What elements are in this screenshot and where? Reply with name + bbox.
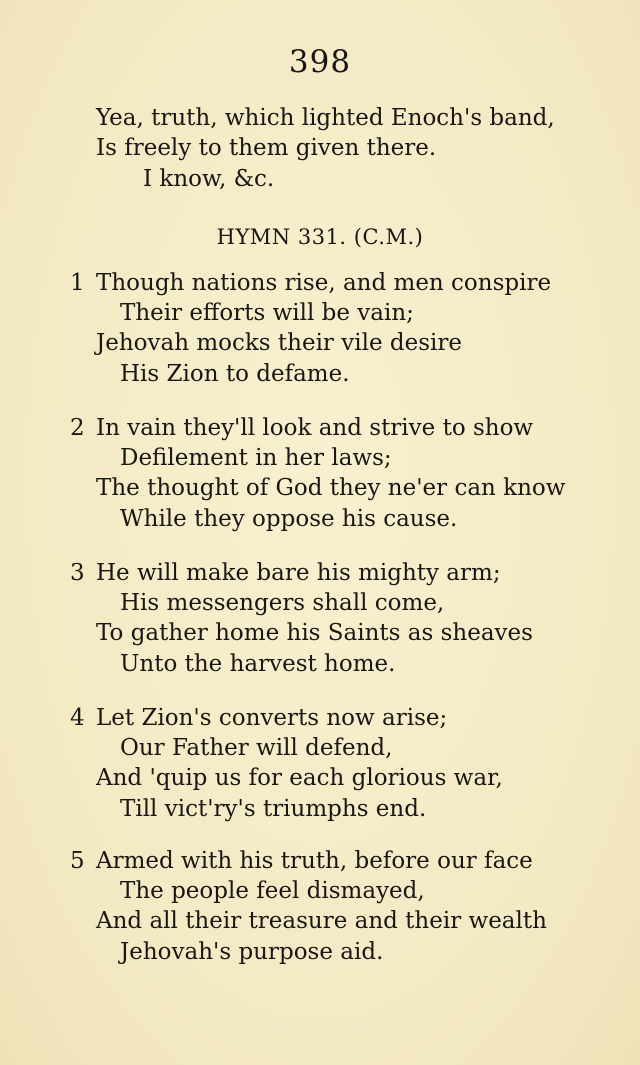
verse-line: In vain they'll look and strive to show (96, 415, 534, 441)
verse-line: Though nations rise, and men conspire (96, 270, 552, 296)
prev-hymn-line: Yea, truth, which lighted Enoch's band, (96, 105, 555, 131)
prev-hymn-refrain: I know, &c. (143, 166, 275, 192)
verse-line: Defilement in her laws; (120, 445, 392, 471)
hymn-title: HYMN 331. (C.M.) (216, 225, 424, 249)
verse-line: Till vict'ry's triumphs end. (120, 796, 427, 822)
verse-number: 2 (70, 415, 85, 441)
verse-line: Armed with his truth, before our face (96, 848, 533, 874)
verse-line: His messengers shall come, (120, 590, 445, 616)
verse-number: 4 (70, 705, 85, 731)
verse-line: To gather home his Saints as sheaves (96, 620, 533, 646)
prev-hymn-line: Is freely to them given there. (96, 135, 437, 161)
page-number: 398 (288, 44, 352, 80)
verse-line: Unto the harvest home. (120, 651, 396, 677)
verse-line: And all their treasure and their wealth (96, 908, 547, 934)
verse-line: He will make bare his mighty arm; (96, 560, 501, 586)
verse-line: And 'quip us for each glorious war, (96, 765, 503, 791)
verse-number: 1 (70, 270, 85, 296)
verse-line: Jehovah mocks their vile desire (96, 330, 462, 356)
verse-line: His Zion to defame. (120, 361, 350, 387)
verse-number: 3 (70, 560, 85, 586)
verse-line: Jehovah's purpose aid. (120, 939, 384, 965)
verse-line: Let Zion's converts now arise; (96, 705, 448, 731)
verse-line: Their efforts will be vain; (120, 300, 414, 326)
verse-number: 5 (70, 848, 85, 874)
verse-line: The people feel dismayed, (120, 878, 425, 904)
verse-line: Our Father will defend, (120, 735, 393, 761)
verse-line: While they oppose his cause. (120, 506, 458, 532)
verse-line: The thought of God they ne'er can know (96, 475, 566, 501)
